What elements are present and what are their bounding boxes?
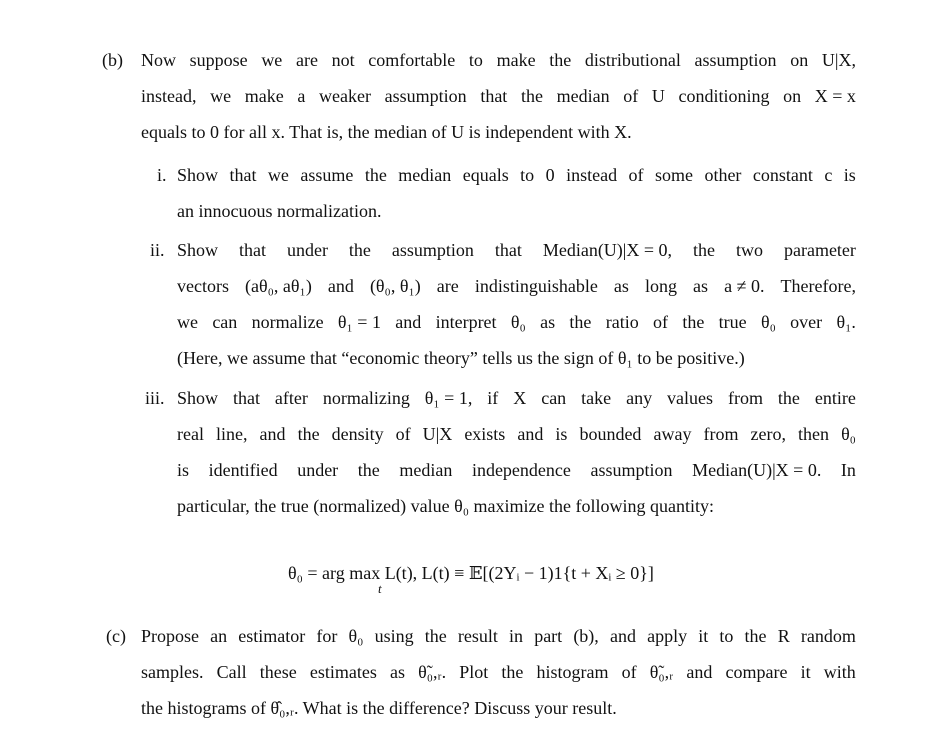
equation-argmax: θ₀ = arg max L(t), L(t) ≡ 𝔼[(2Yᵢ − 1)1{t + Xᵢ ≥ 0}] [288, 563, 654, 583]
word: median [399, 460, 453, 480]
word: the [549, 50, 572, 70]
word: Show [177, 240, 219, 260]
word: bounded [579, 424, 642, 444]
word: that [229, 165, 257, 185]
word: to [520, 165, 535, 185]
word: is [843, 165, 856, 185]
word: from [703, 424, 739, 444]
word: we [261, 50, 283, 70]
word: we [267, 165, 289, 185]
item-iii-line-4 [177, 494, 714, 518]
word: distributional [584, 50, 681, 70]
part-c-line-1 [141, 624, 856, 648]
item-ii-line-4 [177, 346, 745, 370]
word: (b), [573, 626, 599, 646]
word: away [653, 424, 692, 444]
word: Median(U)|X = 0. [692, 460, 822, 480]
word: θ̃₀,ᵣ [649, 662, 674, 682]
word: equals to 0 for all x. That is, the median of U is independent with X. [141, 122, 632, 142]
word: the [348, 240, 371, 260]
word: density [331, 424, 384, 444]
word: result [457, 626, 498, 646]
item-i-label: i. [157, 165, 167, 185]
word: two [736, 240, 763, 260]
word: the [424, 626, 447, 646]
word: as [613, 276, 629, 296]
word: long [644, 276, 677, 296]
word: of [621, 662, 637, 682]
word: θ₀ [348, 626, 364, 646]
word: the [569, 312, 592, 332]
word: θ₁ = 1, [424, 388, 473, 408]
word: assumption [694, 50, 777, 70]
item-i-line-2 [177, 199, 381, 223]
word: independence [471, 460, 571, 480]
word: after [274, 388, 308, 408]
word: as [389, 662, 405, 682]
word: conditioning [678, 86, 770, 106]
word: Median(U)|X = 0, [542, 240, 673, 260]
word: using [374, 626, 414, 646]
word: (θ₀, θ₁) [369, 276, 421, 296]
word: the [693, 240, 716, 260]
word: Show [177, 388, 219, 408]
item-iii-line-3 [177, 458, 856, 482]
word: comfortable [368, 50, 456, 70]
word: not [331, 50, 355, 70]
word: an [210, 626, 228, 646]
word: assumption [391, 240, 474, 260]
word: on [790, 50, 809, 70]
part-c-line-3 [141, 696, 617, 720]
word: line, [216, 424, 248, 444]
word: indistinguishable [474, 276, 598, 296]
word: interpret [435, 312, 497, 332]
part-c-line-2 [141, 660, 856, 684]
word: under [286, 240, 328, 260]
word: Show [177, 165, 219, 185]
word: the [297, 424, 320, 444]
word: median [556, 86, 610, 106]
word: estimates [309, 662, 377, 682]
part-b-line-1 [141, 48, 856, 72]
word: on [783, 86, 802, 106]
word: of [623, 86, 639, 106]
word: these [259, 662, 297, 682]
word: Plot [459, 662, 489, 682]
word: the [777, 388, 800, 408]
word: it [698, 626, 709, 646]
word: entire [814, 388, 856, 408]
word: In [840, 460, 856, 480]
word: part [534, 626, 563, 646]
word: it [800, 662, 811, 682]
word: estimator [238, 626, 306, 646]
word: and [259, 424, 286, 444]
word: instead [566, 165, 618, 185]
word: we [177, 312, 198, 332]
word: any [626, 388, 653, 408]
word: constant [752, 165, 813, 185]
word: exists [464, 424, 506, 444]
word: U [651, 86, 665, 106]
word: (Here, we assume that “economic theory” tells us the sign of θ₁ to be positive.) [177, 348, 745, 368]
word: zero, [750, 424, 786, 444]
word: if [487, 388, 499, 408]
word: ratio [605, 312, 639, 332]
word: X [513, 388, 527, 408]
word: from [727, 388, 763, 408]
word: random [800, 626, 856, 646]
word: U|X [422, 424, 453, 444]
word: are [436, 276, 459, 296]
word: suppose [189, 50, 248, 70]
word: values [667, 388, 714, 408]
word: compare [725, 662, 788, 682]
word: weaker [319, 86, 372, 106]
word: assumption [590, 460, 673, 480]
word: make [244, 86, 284, 106]
word: U|X, [821, 50, 856, 70]
word: true [718, 312, 747, 332]
word: is [177, 460, 190, 480]
part-b-label: (b) [102, 50, 123, 70]
word: the histograms of θ̂₀,ᵣ. What is the difference? Discuss your result. [141, 698, 617, 718]
word: samples. [141, 662, 204, 682]
part-b-line-3 [141, 120, 632, 144]
item-i-line-1 [177, 163, 856, 187]
word: normalize [251, 312, 324, 332]
word: to [468, 50, 483, 70]
word: can [541, 388, 567, 408]
word: as [540, 312, 556, 332]
word: in [509, 626, 524, 646]
word: assumption [384, 86, 467, 106]
word: X = x [814, 86, 856, 106]
equation-argmax-subscript: t [378, 581, 382, 596]
word: make [496, 50, 536, 70]
word: c [824, 165, 833, 185]
word: that [480, 86, 508, 106]
part-c-label: (c) [106, 626, 126, 646]
word: a [297, 86, 306, 106]
word: that [494, 240, 522, 260]
word: take [581, 388, 612, 408]
word: of [628, 165, 644, 185]
word: θ̃₀,ᵣ. [418, 662, 447, 682]
word: particular, the true (normalized) value θ₀ maximize the following quantity: [177, 496, 714, 516]
word: of [395, 424, 411, 444]
word: Now [141, 50, 176, 70]
item-iii-line-1 [177, 386, 856, 410]
item-ii-label: ii. [150, 240, 165, 260]
word: apply [647, 626, 688, 646]
word: Propose [141, 626, 199, 646]
word: under [297, 460, 339, 480]
word: (aθ₀, aθ₁) [245, 276, 312, 296]
word: equals [462, 165, 509, 185]
word: R [777, 626, 790, 646]
word: is [555, 424, 568, 444]
word: over [790, 312, 823, 332]
item-ii-line-3 [177, 310, 856, 334]
word: to [719, 626, 734, 646]
word: the [501, 662, 524, 682]
word: assume [300, 165, 354, 185]
word: that [232, 388, 260, 408]
word: with [823, 662, 856, 682]
word: the [357, 460, 380, 480]
word: the [520, 86, 543, 106]
word: other [704, 165, 742, 185]
word: the [364, 165, 387, 185]
word: an innocuous normalization. [177, 201, 382, 221]
word: θ₀ [841, 424, 856, 444]
word: a ≠ 0. [724, 276, 765, 296]
word: and [327, 276, 354, 296]
item-ii-line-2 [177, 274, 856, 298]
word: the [682, 312, 705, 332]
word: median [398, 165, 452, 185]
word: θ₀ [510, 312, 526, 332]
word: then [798, 424, 830, 444]
word: as [693, 276, 709, 296]
word: real [177, 424, 204, 444]
word: parameter [783, 240, 856, 260]
word: and [517, 424, 544, 444]
item-ii-line-1 [177, 238, 856, 262]
word: some [654, 165, 693, 185]
word: of [653, 312, 669, 332]
word: the [744, 626, 767, 646]
word: θ₀ [760, 312, 776, 332]
word: and [609, 626, 636, 646]
word: that [238, 240, 266, 260]
word: Therefore, [780, 276, 856, 296]
part-b-line-2 [141, 84, 856, 108]
word: normalizing [322, 388, 410, 408]
word: θ₁ = 1 [337, 312, 381, 332]
word: identified [208, 460, 278, 480]
word: we [210, 86, 232, 106]
item-iii-line-2 [177, 422, 856, 446]
word: instead, [141, 86, 197, 106]
item-iii-label: iii. [145, 388, 165, 408]
word: and [395, 312, 422, 332]
word: and [686, 662, 713, 682]
word: are [295, 50, 318, 70]
word: θ₁. [836, 312, 856, 332]
word: can [212, 312, 238, 332]
word: vectors [177, 276, 229, 296]
word: for [316, 626, 338, 646]
word: histogram [536, 662, 609, 682]
word: 0 [545, 165, 555, 185]
word: Call [216, 662, 247, 682]
